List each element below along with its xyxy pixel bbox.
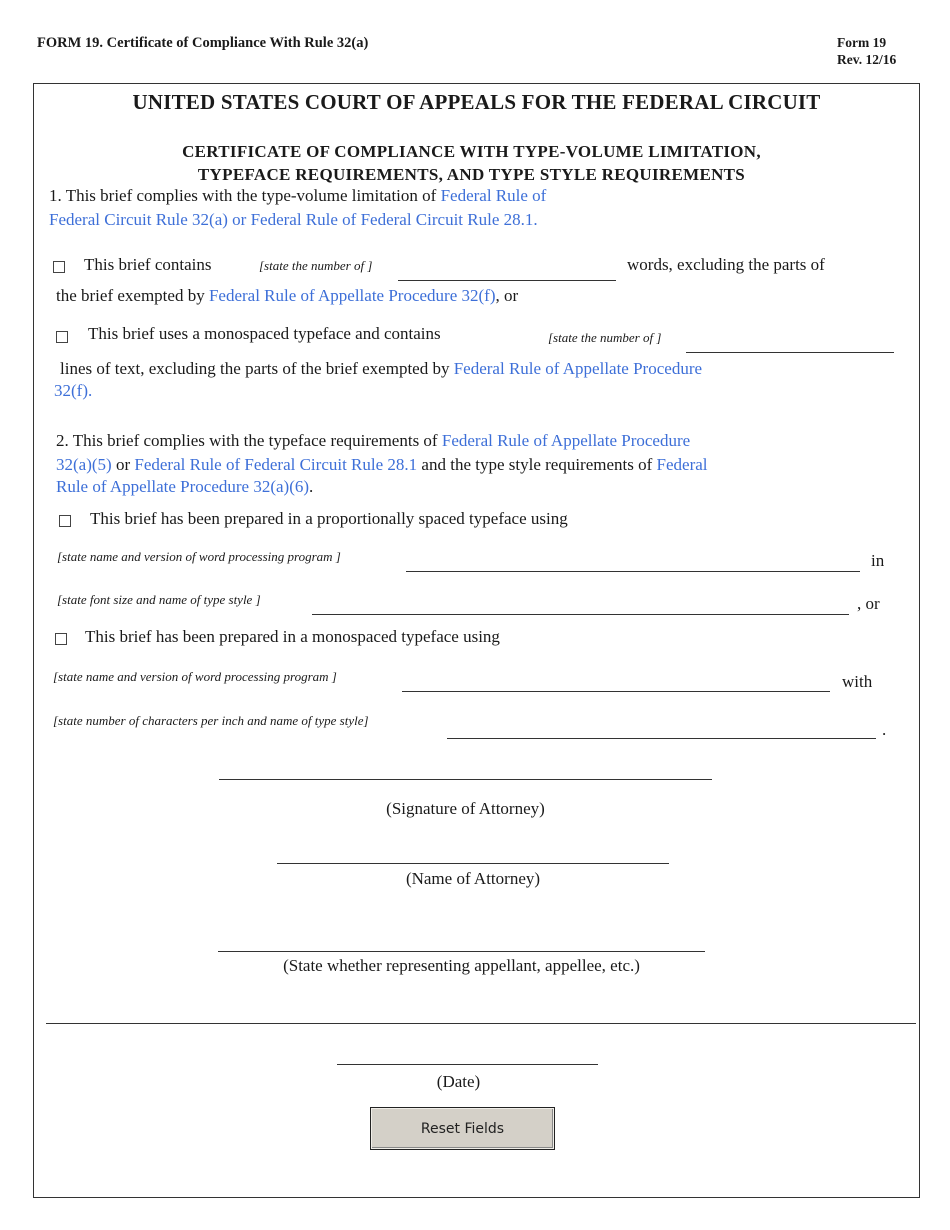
link-federal-circuit-rules[interactable]: Federal Circuit Rule 32(a) or Federal Rule of Federal Circuit Rule 28.1. bbox=[49, 210, 538, 229]
form-header-title: FORM 19. Certificate of Compliance With Rule 32(a) bbox=[37, 35, 369, 51]
opt-line-count-label: This brief uses a monospaced typeface and contains bbox=[88, 324, 441, 343]
hint-characters-per-inch: [state number of characters per inch and name of type style] bbox=[53, 713, 369, 728]
representing-label: (State whether representing appellant, appellee, etc.) bbox=[283, 956, 640, 975]
signature-field[interactable] bbox=[219, 779, 712, 780]
section1-intro-text: 1. This brief complies with the type-volume limitation of bbox=[49, 186, 441, 205]
link-federal-rule[interactable]: Federal Rule of bbox=[440, 186, 547, 205]
signature-label: (Signature of Attorney) bbox=[386, 799, 545, 818]
opt-line-count-line2-text: lines of text, excluding the parts of the brief exempted by bbox=[60, 359, 454, 378]
checkbox-proportional[interactable] bbox=[59, 515, 71, 527]
section2-intro-text: 2. This brief complies with the typeface requirements of bbox=[56, 431, 442, 450]
section2-intro bbox=[56, 429, 690, 452]
opt-word-count-line2 bbox=[56, 284, 518, 307]
opt-word-count-line2-tail: , or bbox=[495, 286, 519, 305]
link-frap-32a6[interactable]: Rule of Appellate Procedure 32(a)(6) bbox=[56, 477, 310, 496]
date-field[interactable] bbox=[337, 1064, 598, 1065]
checkbox-line-count[interactable] bbox=[56, 331, 68, 343]
opt-proportional-in: in bbox=[871, 551, 885, 570]
hint-number-of-words: [state the number of ] bbox=[259, 258, 373, 273]
court-title: UNITED STATES COURT OF APPEALS FOR THE FEDERAL CIRCUIT bbox=[132, 90, 821, 114]
link-federal[interactable]: Federal bbox=[656, 455, 708, 474]
opt-word-count-after: words, excluding the parts of bbox=[627, 255, 825, 274]
section2-line3 bbox=[56, 475, 313, 498]
hint-program-proportional: [state name and version of word processing program ] bbox=[57, 549, 341, 564]
program-field-proportional[interactable] bbox=[406, 571, 860, 572]
form-revision: Rev. 12/16 bbox=[837, 52, 897, 67]
divider bbox=[46, 1023, 916, 1024]
link-frap-typeface[interactable]: Federal Rule of Appellate Procedure bbox=[441, 431, 691, 450]
link-32a5[interactable]: 32(a)(5) bbox=[56, 455, 112, 474]
opt-word-count-line2-text: the brief exempted by bbox=[56, 286, 209, 305]
checkbox-monospaced[interactable] bbox=[55, 633, 67, 645]
section2-line2-mid: or bbox=[111, 455, 135, 474]
hint-font-size: [state font size and name of type style ] bbox=[57, 592, 261, 607]
section2-line3-tail: . bbox=[309, 477, 314, 496]
form-header-number bbox=[837, 34, 896, 68]
opt-monospaced-label: This brief has been prepared in a monospaced typeface using bbox=[85, 627, 500, 646]
representing-field[interactable] bbox=[218, 951, 705, 952]
program-field-monospaced[interactable] bbox=[402, 691, 830, 692]
attorney-name-label: (Name of Attorney) bbox=[405, 869, 541, 888]
word-count-field[interactable] bbox=[398, 280, 616, 281]
opt-line-count-line2 bbox=[60, 357, 702, 380]
reset-fields-button[interactable]: Reset Fields bbox=[370, 1107, 555, 1150]
certificate-title-line1: CERTIFICATE OF COMPLIANCE WITH TYPE-VOLUME LIMITATION, bbox=[182, 142, 761, 161]
opt-word-count-label: This brief contains bbox=[84, 255, 212, 274]
opt-proportional-label: This brief has been prepared in a proportionally spaced typeface using bbox=[90, 509, 568, 528]
link-fcr-28-1[interactable]: Federal Rule of Federal Circuit Rule 28.1 bbox=[134, 455, 418, 474]
characters-per-inch-field[interactable] bbox=[447, 738, 876, 739]
certificate-title-line2: TYPEFACE REQUIREMENTS, AND TYPE STYLE REQUIREMENTS bbox=[197, 165, 746, 184]
link-32f[interactable]: 32(f). bbox=[54, 381, 93, 400]
opt-monospaced-with: with bbox=[842, 672, 873, 691]
checkbox-word-count[interactable] bbox=[53, 261, 65, 273]
hint-program-monospaced: [state name and version of word processing program ] bbox=[53, 669, 337, 684]
certificate-title bbox=[33, 140, 910, 186]
line-count-field[interactable] bbox=[686, 352, 894, 353]
link-frap-line-count[interactable]: Federal Rule of Appellate Procedure bbox=[453, 359, 703, 378]
date-label: (Date) bbox=[436, 1072, 481, 1091]
link-frap-32f[interactable]: Federal Rule of Appellate Procedure 32(f) bbox=[208, 286, 496, 305]
opt-monospaced-period: . bbox=[882, 720, 887, 739]
form-number: Form 19 bbox=[837, 35, 887, 50]
font-size-field[interactable] bbox=[312, 614, 849, 615]
opt-proportional-or: , or bbox=[857, 594, 880, 613]
section2-line2 bbox=[56, 453, 708, 476]
hint-number-of-lines: [state the number of ] bbox=[548, 330, 662, 345]
section2-line2-text: and the type style requirements of bbox=[417, 455, 657, 474]
attorney-name-field[interactable] bbox=[277, 863, 669, 864]
section1-intro bbox=[49, 184, 546, 207]
